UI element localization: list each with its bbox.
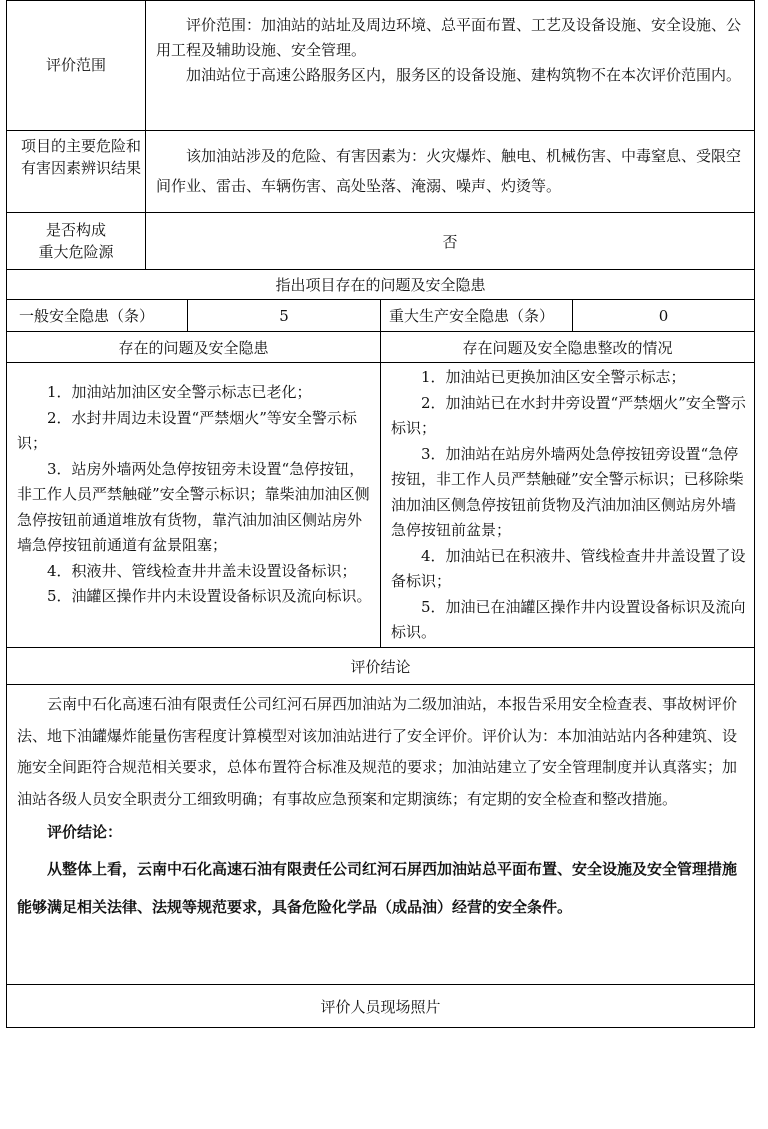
scope-label: [7, 0, 145, 130]
column-fixes-header-text: 存在问题及安全隐患整改的情况: [462, 338, 673, 357]
conclusion-content: [7, 685, 754, 984]
issues-list: [7, 363, 380, 647]
scope-para-2: 加油站位于高速公路服务区内，服务区的设备设施、建构筑物不在本次评价范围内。: [186, 66, 742, 84]
major-count-label: [381, 300, 572, 331]
general-count-label-text: 一般安全隐患（条）: [19, 307, 155, 325]
major-count-label-text: 重大生产安全隐患（条）: [389, 307, 555, 325]
conclusion-subhead: 评价结论：: [47, 823, 123, 841]
hazards-label-text: 项目的主要危险和有害因素辨识结果: [21, 137, 142, 177]
conclusion-final: 从整体上看，云南中石化高速石油有限责任公司红河石屏西加油站总平面布置、安全设施及安全管理措施能够满足相关法律、法规等规范要求，具备危险化学品（成品油）经营的安全条件。: [17, 859, 738, 916]
column-issues-header-text: 存在的问题及安全隐患: [118, 338, 269, 357]
table-top-border: [6, 0, 755, 1]
scope-para-1: 评价范围：加油站的站址及周边环境、总平面布置、工艺及设备设施、安全设施、公用工程及辅助设施、安全管理。: [156, 16, 742, 59]
issue-item: 1．加油站加油区安全警示标志已老化；: [47, 383, 312, 401]
conclusion-header-row: [6, 648, 755, 685]
major-hazard-label-line1: 是否构成: [45, 221, 106, 239]
fix-item: 1．加油站已更换加油区安全警示标志；: [421, 368, 686, 386]
photos-header-row: [6, 985, 755, 1028]
conclusion-body: 云南中石化高速石油有限责任公司红河石屏西加油站为二级加油站，本报告采用安全检查表、事故树评价法、地下油罐爆炸能量伤害程度计算模型对该加油站进行了安全评价。评价认为：本加油站站内各种建筑、设施安全间距符合规范相关要求，总体布置符合标准及规范的要求；加油站建立了安全管理制度并认真落实；加油站各级人员安全职责分工细致明确；有事故应急预案和定期演练；有定期的安全检查和整改措施。: [17, 695, 738, 808]
conclusion-body-row: [6, 685, 755, 985]
major-count-value-text: 0: [658, 306, 669, 325]
hazards-label: [7, 131, 145, 212]
fix-item: 2．加油站已在水封井旁设置“严禁烟火”安全警示标识；: [391, 393, 746, 437]
issues-fixes-row: [6, 363, 755, 648]
major-hazard-row: [6, 213, 755, 270]
scope-label-text: 评价范围: [45, 55, 106, 74]
photos-header: 评价人员现场照片: [320, 997, 441, 1016]
issues-header: 指出项目存在的问题及安全隐患: [275, 276, 486, 294]
major-hazard-label-line2: 重大危险源: [38, 243, 114, 261]
hazards-row: [6, 131, 755, 213]
general-count-value-text: 5: [279, 306, 289, 325]
general-count-value: [188, 300, 380, 331]
issue-item: 5．油罐区操作井内未设置设备标识及流向标识。: [47, 587, 372, 605]
major-hazard-label: [7, 213, 145, 269]
major-count-value: [573, 300, 754, 331]
issue-item: 3．站房外墙两处急停按钮旁未设置“急停按钮，非工作人员严禁触碰”安全警示标识；靠柴油加油区侧急停按钮前通道堆放有货物，靠汽油加油区侧站房外墙急停按钮前通道有盆景阻塞；: [17, 459, 370, 554]
fixes-list: [381, 363, 754, 647]
general-count-label: [7, 300, 187, 331]
scope-content: [146, 0, 754, 130]
hazards-text: 该加油站涉及的危险、有害因素为：火灾爆炸、触电、机械伤害、中毒窒息、受限空间作业、雷击、车辆伤害、高处坠落、淹溺、噪声、灼烫等。: [156, 147, 742, 195]
scope-row: [6, 0, 755, 131]
fix-item: 4．加油站已在积液井、管线检查井井盖设置了设备标识；: [391, 546, 746, 590]
fix-item: 5．加油已在油罐区操作井内设置设备标识及流向标识。: [391, 597, 746, 641]
column-issues-header: [7, 332, 380, 362]
issue-item: 2．水封井周边未设置“严禁烟火”等安全警示标识；: [17, 408, 357, 452]
major-hazard-value-text: 否: [442, 232, 458, 251]
conclusion-header: 评价结论: [350, 657, 411, 676]
hazards-content: [146, 131, 754, 212]
fix-item: 3．加油站在站房外墙两处急停按钮旁设置“急停按钮，非工作人员严禁触碰”安全警示标识；已移除柴油加油区侧急停按钮前货物及汽油加油区侧站房外墙急停按钮前盆景；: [391, 444, 744, 539]
column-fixes-header: [381, 332, 754, 362]
counts-row: [6, 300, 755, 332]
issue-item: 4．积液井、管线检查井井盖未设置设备标识；: [47, 561, 357, 580]
columns-header-row: [6, 332, 755, 363]
major-hazard-value: [146, 213, 754, 269]
issues-header-row: [6, 270, 755, 300]
